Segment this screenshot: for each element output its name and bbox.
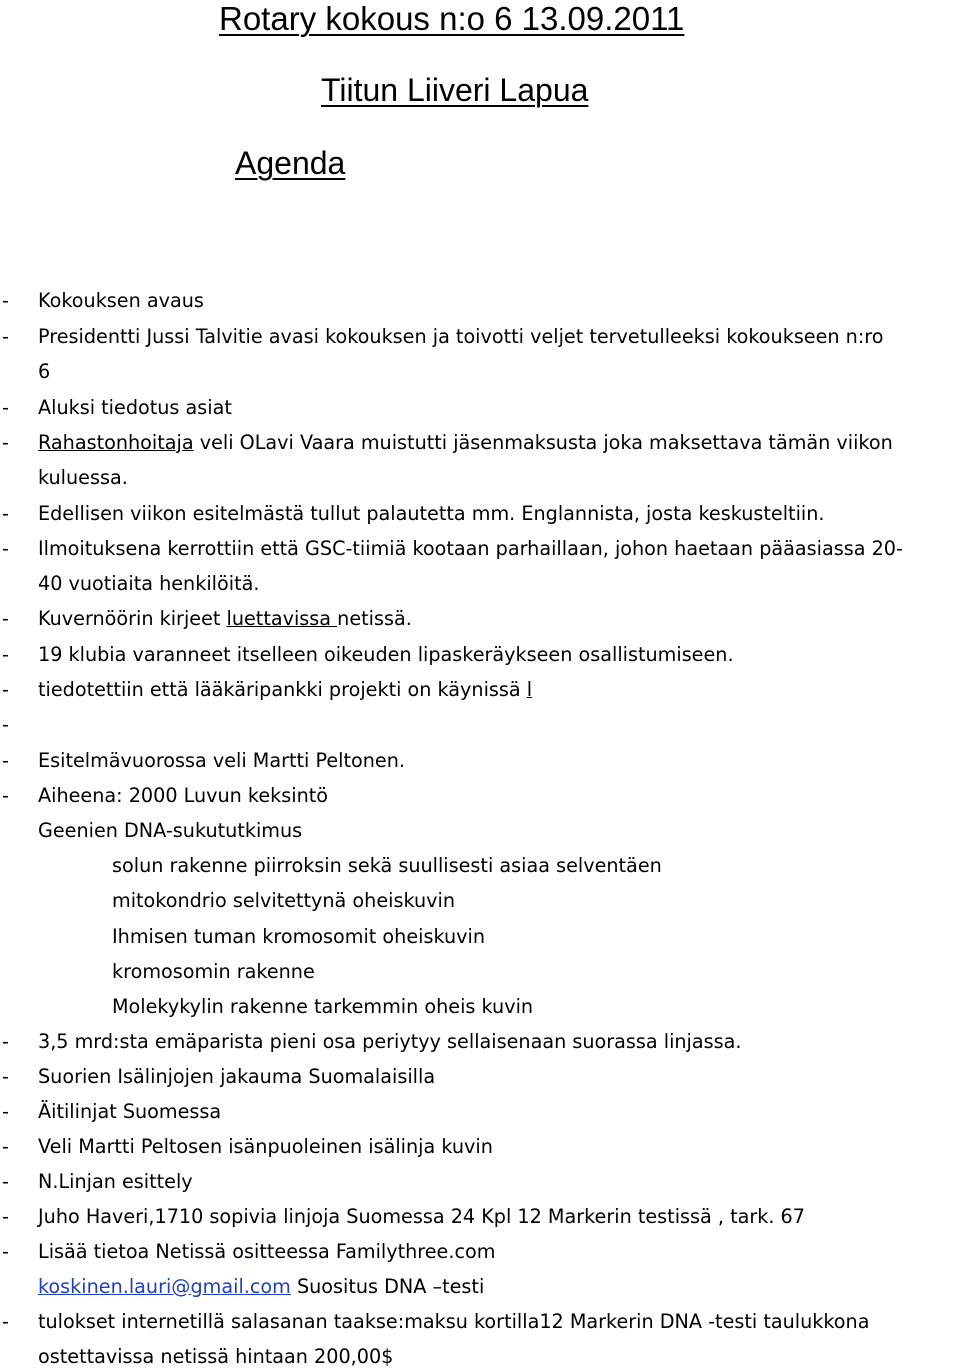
item-text: 3,5 mrd:sta emäparista pieni osa periytyy sellaisenaan suorassa linjassa. bbox=[38, 1030, 742, 1053]
bullet-dash: - bbox=[2, 713, 9, 736]
item-text bbox=[38, 678, 532, 702]
item-text: N.Linjan esittely bbox=[38, 1170, 193, 1193]
item-text: Aiheena: 2000 Luvun keksintö bbox=[38, 784, 329, 807]
bullet-dash: - bbox=[2, 749, 9, 772]
bullet-dash: - bbox=[2, 431, 9, 454]
treasurer-label: Rahastonhoitaja bbox=[38, 431, 194, 454]
venue-title: Tiitun Liiveri Lapua bbox=[321, 72, 589, 108]
bullet-dash: - bbox=[2, 325, 9, 348]
sub-item-text: kromosomin rakenne bbox=[112, 960, 315, 983]
bullet-dash: - bbox=[2, 1310, 9, 1333]
bullet-dash: - bbox=[2, 502, 9, 525]
item-text: Geenien DNA-sukututkimus bbox=[38, 819, 303, 842]
item-text: Suorien Isälinjojen jakauma Suomalaisilla bbox=[38, 1065, 436, 1088]
governor-text-end: netissä. bbox=[337, 607, 412, 630]
bullet-dash: - bbox=[2, 1240, 9, 1263]
bullet-dash: - bbox=[2, 1030, 9, 1053]
item-text: 40 vuotiaita henkilöitä. bbox=[38, 572, 260, 595]
treasurer-text: veli OLavi Vaara muistutti jäsenmaksusta joka maksettava tämän viikon bbox=[193, 431, 893, 454]
item-text: 6 bbox=[38, 360, 51, 383]
doctor-bank-text: tiedotettiin että lääkäripankki projekti on käynissä bbox=[38, 678, 527, 701]
bullet-dash: - bbox=[2, 784, 9, 807]
bullet-dash: - bbox=[2, 1205, 9, 1228]
email-link[interactable]: koskinen.lauri@gmail.com bbox=[38, 1275, 291, 1298]
item-text: ostettavissa netissä hintaan 200,00$ bbox=[38, 1345, 394, 1368]
bullet-dash: - bbox=[2, 643, 9, 666]
item-text: 19 klubia varanneet itselleen oikeuden lipaskeräykseen osallistumiseen. bbox=[38, 643, 734, 666]
item-text: kuluessa. bbox=[38, 466, 128, 489]
governor-underlined: luettavissa bbox=[226, 607, 338, 630]
item-text: Edellisen viikon esitelmästä tullut palautetta mm. Englannista, josta keskusteltiin. bbox=[38, 502, 825, 525]
recommendation-text: Suositus DNA –testi bbox=[290, 1275, 485, 1298]
bullet-dash: - bbox=[2, 289, 9, 312]
item-text: Esitelmävuorossa veli Martti Peltonen. bbox=[38, 749, 405, 772]
item-text: Ilmoituksena kerrottiin että GSC-tiimiä kootaan parhaillaan, johon haetaan pääasiassa 20- bbox=[38, 537, 903, 560]
item-text: Veli Martti Peltosen isänpuoleinen isälinja kuvin bbox=[38, 1135, 493, 1158]
item-text: Aluksi tiedotus asiat bbox=[38, 396, 232, 419]
sub-item-text: solun rakenne piirroksin sekä suullisesti asiaa selventäen bbox=[112, 854, 662, 877]
bullet-dash: - bbox=[2, 1135, 9, 1158]
doctor-bank-mark: l bbox=[526, 678, 533, 701]
sub-item-text: Molekykylin rakenne tarkemmin oheis kuvin bbox=[112, 995, 534, 1018]
sub-item-text: Ihmisen tuman kromosomit oheiskuvin bbox=[112, 925, 485, 948]
item-text: Äitilinjat Suomessa bbox=[38, 1100, 222, 1123]
bullet-dash: - bbox=[2, 1100, 9, 1123]
item-text: Presidentti Jussi Talvitie avasi kokouksen ja toivotti veljet tervetulleeksi kokoukseen n:ro bbox=[38, 325, 884, 348]
item-text: Lisää tietoa Netissä ositteessa Familythree.com bbox=[38, 1240, 496, 1263]
bullet-dash: - bbox=[2, 396, 9, 419]
governor-text: Kuvernöörin kirjeet bbox=[38, 607, 227, 630]
bullet-dash: - bbox=[2, 678, 9, 701]
item-text bbox=[38, 431, 893, 455]
item-text bbox=[38, 1275, 484, 1299]
item-text: Juho Haveri,1710 sopivia linjoja Suomessa 24 Kpl 12 Markerin testissä , tark. 67 bbox=[38, 1205, 805, 1228]
sub-item-text: mitokondrio selvitettynä oheiskuvin bbox=[112, 889, 455, 912]
agenda-heading: Agenda bbox=[235, 145, 346, 181]
bullet-dash: - bbox=[2, 1170, 9, 1193]
bullet-dash: - bbox=[2, 607, 9, 630]
bullet-dash: - bbox=[2, 1065, 9, 1088]
item-text: Kokouksen avaus bbox=[38, 289, 204, 312]
item-text bbox=[38, 607, 412, 631]
bullet-dash: - bbox=[2, 537, 9, 560]
meeting-title: Rotary kokous n:o 6 13.09.2011 bbox=[219, 0, 685, 37]
item-text: tulokset internetillä salasanan taakse:maksu kortilla12 Markerin DNA -testi taulukkona bbox=[38, 1310, 870, 1333]
